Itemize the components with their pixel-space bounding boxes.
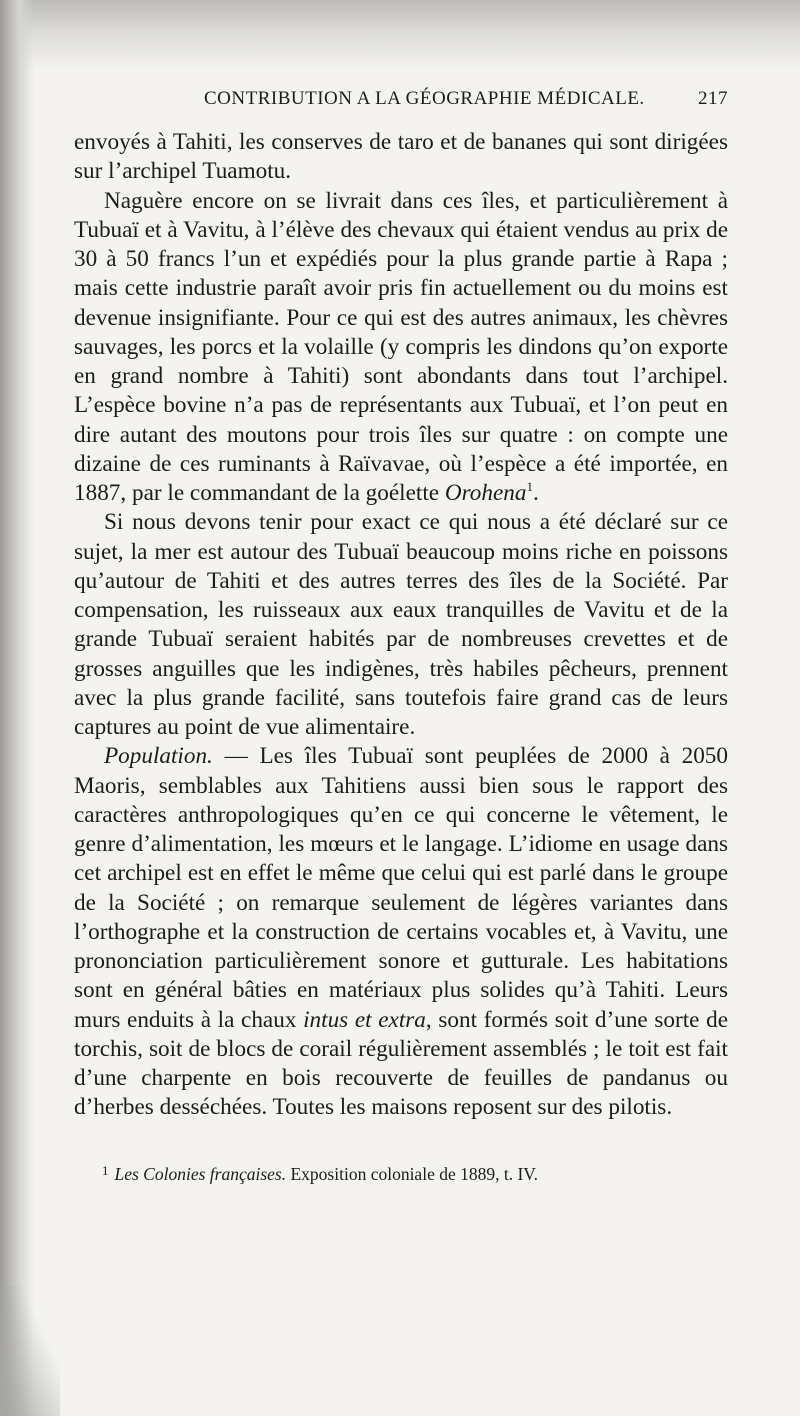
section-heading-population: Population. (104, 743, 213, 770)
book-page (74, 88, 728, 1186)
footnote (74, 1159, 728, 1186)
paragraph-livestock (74, 187, 728, 509)
footnote-mark: 1 (102, 1162, 109, 1178)
body-text (74, 128, 728, 1123)
paragraph-population-end: , sont formés soit d’une sorte de torchis, soit de blocs de corail régulièrement assemblés ; le toit est fait d’une charpente en bois recouverte de feuilles de pandanus ou d’herbes desséchées. Toutes les maisons reposent sur des pilotis. (74, 1006, 729, 1121)
scan-shadow-top (0, 0, 800, 70)
paragraph-livestock-end: . (532, 480, 539, 506)
ship-name: Orohena (444, 480, 527, 506)
latin-phrase: intus et extra (303, 1006, 426, 1033)
running-head-title: CONTRIBUTION A LA GÉOGRAPHIE MÉDICALE. (204, 88, 645, 109)
paragraph-continuation: envoyés à Tahiti, les conserves de taro et de bananes qui sont dirigées sur l’archipel Tuamotu. (74, 129, 728, 185)
running-head (74, 88, 728, 118)
paragraph-livestock-text: Naguère encore on se livrait dans ces îles, et particulièrement à Tubuaï et à Vavitu, à l’élève des chevaux qui étaient vendus au prix de 30 à 50 francs l’un et expédiés pour la plus grande partie à Rapa ; mais cette industrie paraît avoir pris fin actuellement ou du moins est devenue insignifiante. Pour ce qui est des autres animaux, les chèvres sauvages, les porcs et la volaille (y compris les dindons qu’on exporte en grand nombre à Tahiti) sont abondants dans tout l’archipel. L’espèce bovine n’a pas de représentants aux Tubuaï, et l’on peut en dire autant des moutons pour trois îles sur quatre : on compte une dizaine de ces ruminants à Raïvavae, où l’espèce a été importée, en 1887, par le commandant de la goélette (74, 187, 728, 506)
footnote-source: Les Colonies françaises. (114, 1163, 287, 1184)
scan-shadow-left (0, 0, 34, 1416)
footnote-reference[interactable]: 1 (526, 479, 533, 494)
page-number: 217 (698, 88, 728, 109)
paragraph-population (74, 742, 728, 1122)
paragraph-population-text: — Les îles Tubuaï sont peuplées de 2000 à 2050 Maoris, semblables aux Tahitiens aussi bien sous le rapport des caractères anthropologiques qu’en ce qui concerne le vêtement, le genre d’alimentation, les mœurs et le langage. L’idiome en usage dans cet archipel est en effet le même que celui qui est parlé dans le groupe de la Société ; on remarque seulement de légères variantes dans l’orthographe et la construction de certains vocables et, à Vavitu, une prononciation particulièrement sonore et gutturale. Les habitations sont en général bâties en matériaux plus solides qu’à Tahiti. Leurs murs enduits à la chaux (74, 743, 728, 1033)
scan-shadow-corner (0, 1286, 60, 1416)
paragraph-fishing: Si nous devons tenir pour exact ce qui nous a été déclaré sur ce sujet, la mer est autour des Tubuaï beaucoup moins riche en poissons qu’autour de Tahiti et des autres terres des îles de la Société. Par compensation, les ruisseaux aux eaux tranquilles de Vavitu et de la grande Tubuaï seraient habités par de nombreuses crevettes et de grosses anguilles que les indigènes, très habiles pêcheurs, prennent avec la plus grande facilité, sans toutefois faire grand cas de leurs captures au point de vue alimentaire. (74, 509, 728, 740)
footnote-text: Exposition coloniale de 1889, t. IV. (286, 1163, 539, 1184)
